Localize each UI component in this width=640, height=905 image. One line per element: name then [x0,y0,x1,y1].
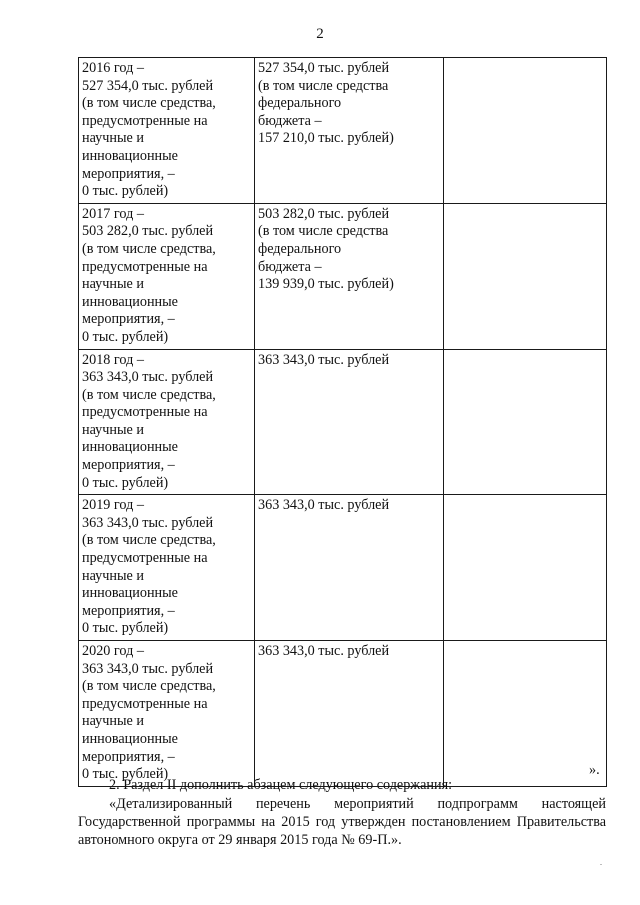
table-row [79,203,607,349]
cell-line: предусмотренные на [82,404,208,421]
cell-line: 0 тыс. рублей) [82,474,169,491]
year-total-cell [79,58,255,204]
cell-line: 2018 год – [82,351,144,368]
cell-line: 2016 год – [82,60,144,76]
funding-source-cell [255,58,444,204]
cell-line: 527 354,0 тыс. рублей [258,60,390,76]
funding-table-body [79,58,607,787]
closing-quote: ». [589,762,600,778]
cell-line: бюджета – [258,112,322,129]
cell-line: предусмотренные на [82,550,208,567]
cell-line: инновационные [82,585,178,602]
funding-source-cell [255,495,444,641]
cell-line: 0 тыс. рублей) [82,766,169,783]
cell-line: 157 210,0 тыс. рублей) [258,130,394,147]
cell-line: 363 343,0 тыс. рублей [82,660,214,677]
cell-line: (в том числе средства [258,77,389,94]
cell-line: научные и [82,567,144,584]
table-row [79,495,607,641]
cell-line: (в том числе средства [258,223,389,240]
cell-line: (в том числе средства, [82,240,216,257]
empty-cell [444,641,607,787]
cell-line: 363 343,0 тыс. рублей [258,351,390,368]
table-row [79,58,607,204]
cell-line: 2020 год – [82,643,144,659]
cell-line: 363 343,0 тыс. рублей [82,369,214,386]
cell-line: научные и [82,421,144,438]
cell-line: 139 939,0 тыс. рублей) [258,276,394,293]
cell-line: научные и [82,130,144,147]
cell-line: 2019 год – [82,497,144,514]
table-row [79,641,607,787]
cell-line: научные и [82,276,144,293]
cell-line: 0 тыс. рублей) [82,620,169,637]
year-total-cell [79,495,255,641]
empty-cell [444,203,607,349]
funding-source-cell [255,203,444,349]
cell-line: 503 282,0 тыс. рублей [82,223,214,240]
cell-line: предусмотренные на [82,258,208,275]
cell-line: научные и [82,713,144,730]
amendment-paragraph-1: 2. Раздел II дополнить абзацем следующего содержания: [109,777,453,793]
cell-line: бюджета – [258,258,322,275]
cell-line: мероприятия, – [82,457,175,474]
cell-line: 363 343,0 тыс. рублей [82,514,214,531]
cell-line: мероприятия, – [82,748,175,765]
cell-line: 0 тыс. рублей) [82,328,169,345]
cell-line: мероприятия, – [82,602,175,619]
cell-line: инновационные [82,439,178,456]
cell-line: инновационные [82,730,178,747]
empty-cell [444,349,607,495]
cell-line: федерального [258,95,342,112]
empty-cell [444,58,607,204]
amendment-paragraph-2: «Детализированный перечень мероприятий подпрограмм настоящей Государственной программы на 2015 год утвержден постановлением Правительства автономного округа от 29 января 2015 года № 69-П.». [78,796,606,848]
year-total-cell [79,203,255,349]
corner-mark: . [600,858,602,867]
cell-line: 363 343,0 тыс. рублей [258,643,390,659]
cell-line: 0 тыс. рублей) [82,183,169,200]
cell-line: 363 343,0 тыс. рублей [258,497,390,514]
cell-line: (в том числе средства, [82,386,216,403]
table-row [79,349,607,495]
cell-line: (в том числе средства, [82,95,216,112]
page-number: 2 [316,26,324,42]
funding-table [78,57,607,787]
funding-source-cell [255,349,444,495]
cell-line: инновационные [82,293,178,310]
cell-line: федерального [258,240,342,257]
empty-cell [444,495,607,641]
cell-line: инновационные [82,147,178,164]
year-total-cell [79,641,255,787]
cell-line: предусмотренные на [82,112,208,129]
cell-line: предусмотренные на [82,695,208,712]
cell-line: 2017 год – [82,205,144,222]
year-total-cell [79,349,255,495]
cell-line: мероприятия, – [82,311,175,328]
funding-source-cell [255,641,444,787]
cell-line: (в том числе средства, [82,678,216,695]
cell-line: мероприятия, – [82,165,175,182]
cell-line: (в том числе средства, [82,532,216,549]
cell-line: 503 282,0 тыс. рублей [258,205,390,222]
cell-line: 527 354,0 тыс. рублей [82,77,214,94]
